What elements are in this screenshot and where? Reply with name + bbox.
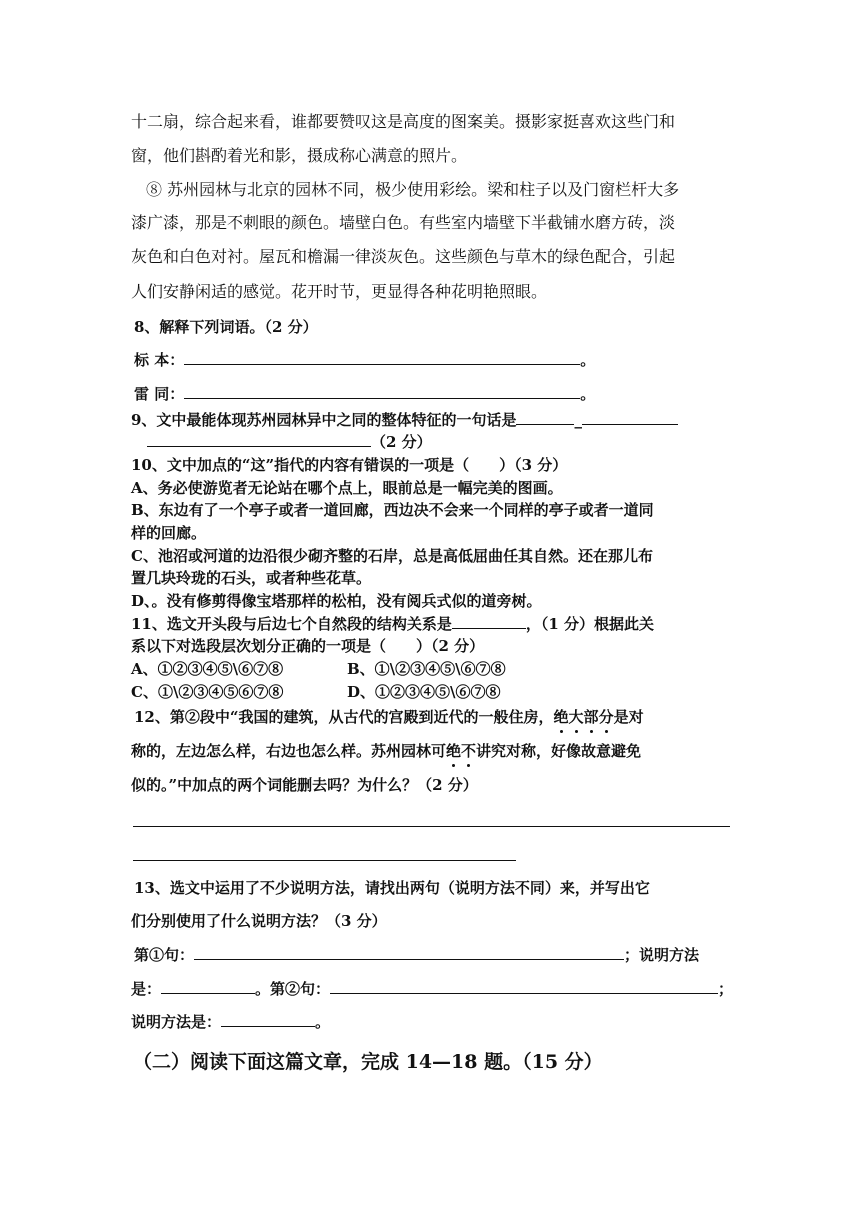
q11-options-row-2	[131, 682, 501, 702]
q12-text-a2: 是对	[613, 708, 644, 726]
q9-line-1	[131, 410, 678, 430]
passage-line-5: 灰色和白色对衬。屋瓦和檐漏一律淡灰色。这些颜色与草木的绿色配合，引起	[131, 247, 676, 266]
q13-method-label-2: 说明方法是：	[131, 1013, 222, 1031]
q13-semicolon: ；	[718, 980, 734, 998]
q8-answer-blank-1[interactable]	[184, 350, 580, 365]
q13-second-label: 。第②句：	[255, 980, 331, 998]
q12-line-2	[131, 741, 641, 761]
q12-answer-line-2[interactable]	[133, 860, 516, 861]
q12-dotted-char-6: 不	[461, 742, 477, 760]
q8-term-2	[134, 384, 595, 404]
passage-line-2: 窗，他们斟酌着光和影，摄成称心满意的照片。	[131, 146, 468, 165]
q8-prompt: 8、解释下列词语。（2 分）	[134, 318, 318, 336]
q11-options-row-1	[131, 659, 506, 679]
q13-is-label: 是：	[131, 980, 162, 998]
q11-option-a: A、①②③④⑤\⑥⑦⑧	[131, 660, 284, 678]
q13-first-label: 第①句：	[134, 946, 195, 964]
q13-line-4	[131, 979, 733, 999]
q11-answer-blank[interactable]	[452, 614, 526, 629]
q11-option-d: D、①②③④⑤\⑥⑦⑧	[347, 683, 501, 701]
q11-line-1	[131, 614, 654, 634]
q13-second-sentence-blank[interactable]	[330, 979, 718, 994]
q13-line-2: 们分别使用了什么说明方法？（3 分）	[131, 912, 387, 930]
q9-answer-blank-1[interactable]	[516, 410, 574, 425]
q10-option-b-line-2: 样的回廊。	[131, 524, 207, 542]
q9-answer-blank-2[interactable]	[582, 410, 678, 425]
q8-term-1-label: 标 本：	[134, 351, 185, 369]
q11-line-2: 系以下对选段层次划分正确的一项是（ ）（2 分）	[131, 637, 485, 655]
q12-line-3: 似的。”中加点的两个词能删去吗？为什么？（2 分）	[131, 776, 478, 794]
q12-text-b2: 讲究对称，好像故意避免	[476, 742, 642, 760]
q10-option-b-line-1: B、东边有了一个亭子或者一道回廊，西边决不会来一个同样的亭子或者一道同	[131, 501, 654, 519]
section-2-title: （二）阅读下面这篇文章，完成 14—18 题。（15 分）	[133, 1051, 603, 1073]
q9-dash: _	[574, 411, 582, 429]
q12-dotted-char-2: 大	[568, 708, 584, 726]
passage-line-3: ⑧ 苏州园林与北京的园林不同，极少使用彩绘。梁和柱子以及门窗栏杆大多	[146, 180, 680, 199]
q12-dotted-char-4: 分	[598, 708, 614, 726]
q13-line-5	[131, 1012, 330, 1032]
q8-answer-blank-2[interactable]	[184, 384, 580, 399]
q10-prompt: 10、文中加点的“这”指代的内容有错误的一项是（ ）（3 分）	[131, 456, 568, 474]
q10-option-d: D、。没有修剪得像宝塔那样的松柏，没有阅兵式似的道旁树。	[131, 592, 542, 610]
q12-line-1	[134, 707, 644, 727]
q12-answer-line-1[interactable]	[133, 826, 730, 827]
q9-answer-blank-3[interactable]	[147, 432, 371, 447]
q11-option-b: B、①\②③④⑤\⑥⑦⑧	[347, 660, 506, 678]
q8-period-1: 。	[580, 351, 596, 369]
q8-period-2: 。	[580, 385, 596, 403]
passage-line-4: 漆广漆，那是不刺眼的颜色。墙壁白色。有些室内墙壁下半截铺水磨方砖，淡	[131, 213, 676, 232]
q11-option-c: C、①\②③④⑤⑥⑦⑧	[131, 683, 284, 701]
q12-text-a1: 12、第②段中“我国的建筑，从古代的宫殿到近代的一般住房，	[134, 708, 554, 726]
q13-period: 。	[315, 1013, 331, 1031]
q11-prompt-b: ，（1 分）根据此关	[525, 615, 655, 633]
q9-prompt: 9、文中最能体现苏州园林异中之同的整体特征的一句话是	[131, 411, 517, 429]
q13-first-method-blank[interactable]	[161, 979, 255, 994]
q13-method-label-1: ；说明方法	[624, 946, 700, 964]
q8-term-2-label: 雷 同：	[134, 385, 185, 403]
q12-text-b1: 称的，左边怎么样，右边也怎么样。苏州园林可	[131, 742, 447, 760]
q10-option-c-line-1: C、池沼或河道的边沿很少砌齐整的石岸，总是高低屈曲任其自然。还在那儿布	[131, 547, 653, 565]
q10-option-c-line-2: 置几块玲珑的石头，或者种些花草。	[131, 569, 372, 587]
q9-line-2	[147, 432, 432, 452]
q11-prompt-a: 11、选文开头段与后边七个自然段的结构关系是	[131, 615, 452, 633]
q12-dotted-char-3: 部	[583, 708, 599, 726]
q13-first-sentence-blank[interactable]	[194, 945, 624, 960]
q12-dotted-char-1: 绝	[553, 708, 569, 726]
q10-option-a: A、务必使游览者无论站在哪个点上，眼前总是一幅完美的图画。	[131, 479, 563, 497]
q12-dotted-char-5: 绝	[446, 742, 462, 760]
q13-second-method-blank[interactable]	[221, 1012, 315, 1027]
q9-score: （2 分）	[371, 433, 432, 451]
q8-term-1	[134, 350, 595, 370]
q13-line-3	[134, 945, 699, 965]
q13-line-1: 13、选文中运用了不少说明方法，请找出两句（说明方法不同）来，并写出它	[134, 879, 650, 897]
passage-line-6: 人们安静闲适的感觉。花开时节，更显得各种花明艳照眼。	[131, 282, 548, 301]
passage-line-1: 十二扇，综合起来看，谁都要赞叹这是高度的图案美。摄影家挺喜欢这些门和	[131, 112, 676, 131]
